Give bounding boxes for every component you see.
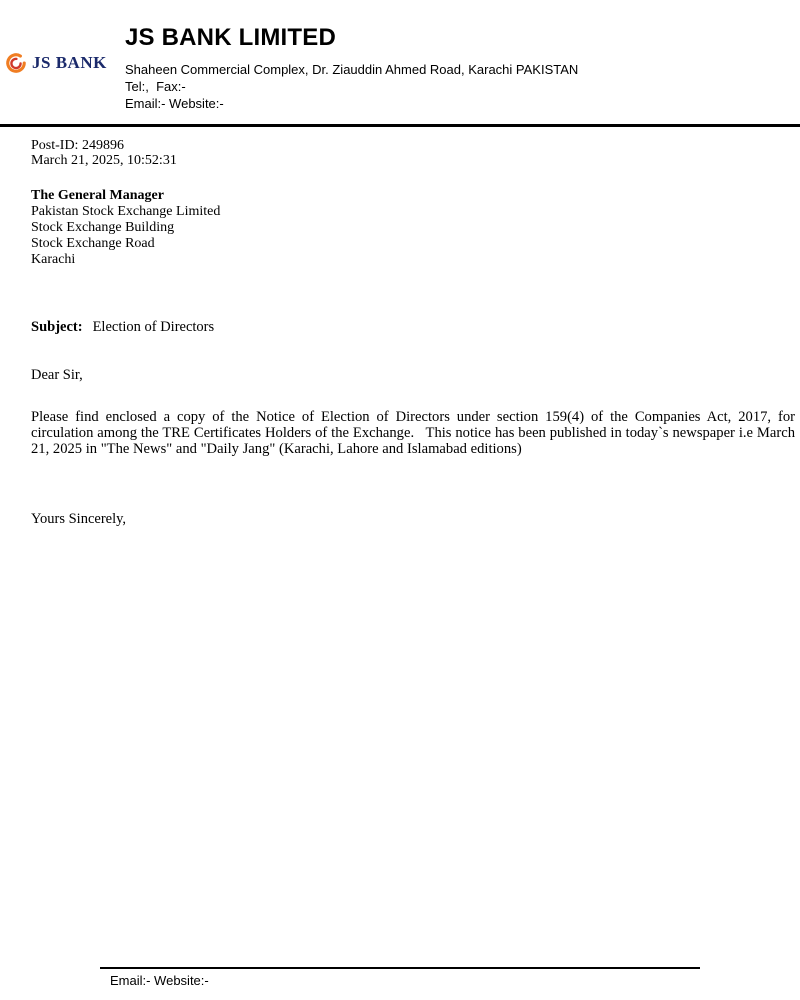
recipient-line: Pakistan Stock Exchange Limited xyxy=(31,204,221,219)
letterhead-text xyxy=(125,24,578,112)
subject-label: Subject: xyxy=(31,319,83,335)
recipient-line: Stock Exchange Building xyxy=(31,220,175,235)
bank-name: JS BANK LIMITED xyxy=(125,24,337,51)
closing: Yours Sincerely, xyxy=(31,511,127,527)
recipient-address xyxy=(31,188,220,268)
recipient-line: Stock Exchange Road xyxy=(31,236,155,251)
letter-datetime: March 21, 2025, 10:52:31 xyxy=(31,153,177,168)
letterhead xyxy=(0,0,800,127)
salutation: Dear Sir, xyxy=(31,367,83,383)
jsbank-logo xyxy=(5,52,107,74)
bank-email-website: Email:- Website:- xyxy=(125,96,224,111)
letter-body-paragraph: Please find enclosed a copy of the Notice of Election of Directors under section 159(4) of the Companies Act, 2017, for circulation among the TRE Certificates Holders of the Exchange. This notice has been published in today`s newspaper i.e March 21, 2025 in "The News" and "Daily Jang" (Karachi, Lahore and Islamabad editions) xyxy=(31,409,799,458)
recipient-title: The General Manager xyxy=(31,188,164,203)
subject-line xyxy=(31,319,214,335)
bank-address: Shaheen Commercial Complex, Dr. Ziauddin Ahmed Road, Karachi PAKISTAN xyxy=(125,62,579,77)
footer-email-website: Email:- Website:- xyxy=(110,973,209,988)
recipient-line: Karachi xyxy=(31,252,76,267)
bank-tel-fax: Tel:, Fax:- xyxy=(125,79,186,94)
footer-divider xyxy=(100,967,700,969)
subject-text: Election of Directors xyxy=(92,319,215,335)
jsbank-logo-text: JS BANK xyxy=(32,53,107,72)
jsbank-logo-icon xyxy=(5,52,27,74)
post-id: Post-ID: 249896 xyxy=(31,138,124,153)
